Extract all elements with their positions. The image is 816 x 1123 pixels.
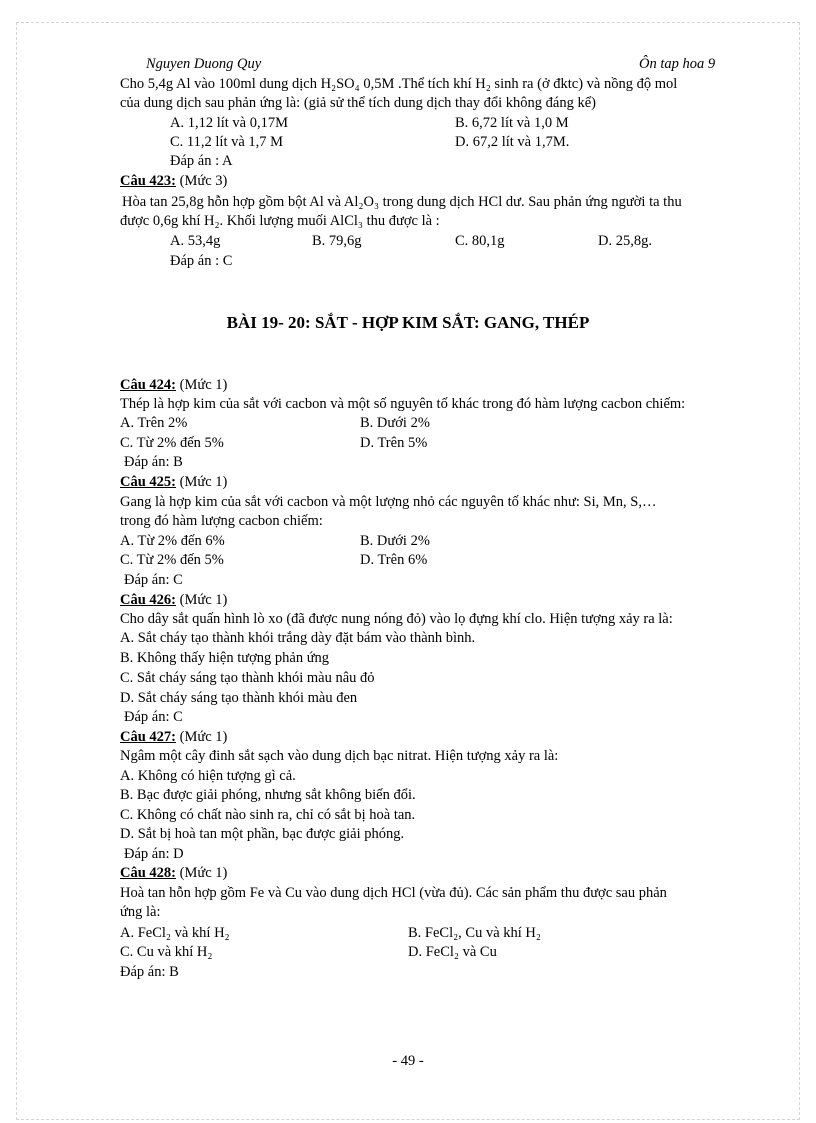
question-level: (Mức 1) (179, 865, 228, 881)
q424-answer: Đáp án: B (124, 454, 183, 470)
q428-answer: Đáp án: B (120, 964, 179, 980)
question-level: (Mức 1) (179, 377, 228, 393)
q425-heading (120, 473, 227, 491)
q427-option-b: B. Bạc được giải phóng, nhưng sắt không biến đổi. (120, 787, 416, 803)
q423-heading (120, 172, 227, 190)
q424-text-1: Thép là hợp kim của sắt với cacbon và một số nguyên tố khác trong đó hàm lượng cacbon chiếm: (120, 396, 686, 412)
q426-option-d: D. Sắt cháy sáng tạo thành khói màu đen (120, 690, 358, 706)
question-label: Câu 427: (120, 729, 176, 745)
q427-answer: Đáp án: D (124, 846, 184, 862)
q427-text-1: Ngâm một cây đinh sắt sạch vào dung dịch bạc nitrat. Hiện tượng xảy ra là: (120, 748, 559, 764)
q428-heading (120, 864, 227, 882)
q422-option-c: C. 11,2 lít và 1,7 M (170, 134, 284, 150)
q422-text-2: của dung dịch sau phản ứng là: (giả sử thể tích dung dịch thay đổi không đáng kể) (120, 95, 596, 111)
question-level: (Mức 1) (179, 729, 228, 745)
q428-option-a: A. FeCl₂ và khí H₂ (120, 925, 230, 941)
q427-option-d: D. Sắt bị hoà tan một phần, bạc được giải phóng. (120, 826, 405, 842)
question-label: Câu 425: (120, 474, 176, 490)
q428-option-c: C. Cu và khí H₂ (120, 944, 213, 960)
q424-option-c: C. Từ 2% đến 5% (120, 435, 224, 451)
q426-text-1: Cho dây sắt quấn hình lò xo (đã được nung nóng đỏ) vào lọ đựng khí clo. Hiện tượng xảy ra là: (120, 611, 673, 627)
q428-text-2: ứng là: (120, 904, 161, 920)
q423-option-a: A. 53,4g (170, 233, 221, 249)
q426-heading (120, 591, 227, 609)
q428-text-1: Hoà tan hỗn hợp gồm Fe và Cu vào dung dịch HCl (vừa đủ). Các sản phẩm thu được sau phản (120, 885, 667, 901)
q422-option-d: D. 67,2 lít và 1,7M. (455, 134, 570, 150)
q425-text-2: trong đó hàm lượng cacbon chiếm: (120, 513, 323, 529)
q422-option-b: B. 6,72 lít và 1,0 M (455, 115, 569, 131)
q425-text-1: Gang là hợp kim của sắt với cacbon và một lượng nhỏ các nguyên tố khác như: Si, Mn, S,… (120, 494, 657, 510)
q426-option-a: A. Sắt cháy tạo thành khói trắng dày đặt bám vào thành bình. (120, 630, 476, 646)
q425-option-b: B. Dưới 2% (360, 533, 430, 549)
q426-option-b: B. Không thấy hiện tượng phản ứng (120, 650, 330, 666)
q424-option-d: D. Trên 5% (360, 435, 428, 451)
q427-option-c: C. Không có chất nào sinh ra, chỉ có sắt bị hoà tan. (120, 807, 416, 823)
q425-option-d: D. Trên 6% (360, 552, 428, 568)
q424-option-b: B. Dưới 2% (360, 415, 430, 431)
q426-option-c: C. Sắt cháy sáng tạo thành khói màu nâu đỏ (120, 670, 375, 686)
question-label: Câu 423: (120, 173, 176, 189)
question-level: (Mức 3) (179, 173, 228, 189)
question-level: (Mức 1) (179, 592, 228, 608)
q422-answer: Đáp án : A (170, 153, 233, 169)
question-label: Câu 426: (120, 592, 176, 608)
q427-heading (120, 728, 227, 746)
q428-option-d: D. FeCl₂ và Cu (408, 944, 497, 960)
q422-text-1: Cho 5,4g Al vào 100ml dung dịch H₂SO₄ 0,5M .Thể tích khí H₂ sinh ra (ở đktc) và nồng độ mol (120, 76, 678, 92)
q423-option-c: C. 80,1g (455, 233, 505, 249)
q428-option-b: B. FeCl₂, Cu và khí H₂ (408, 925, 541, 941)
q425-option-c: C. Từ 2% đến 5% (120, 552, 224, 568)
q423-option-b: B. 79,6g (312, 233, 362, 249)
q422-option-a: A. 1,12 lít và 0,17M (170, 115, 289, 131)
q423-text-1: Hòa tan 25,8g hỗn hợp gồm bột Al và Al₂O₃ trong dung dịch HCl dư. Sau phản ứng người ta thu (122, 194, 682, 210)
question-level: (Mức 1) (179, 474, 228, 490)
q424-option-a: A. Trên 2% (120, 415, 188, 431)
q426-answer: Đáp án: C (124, 709, 183, 725)
q423-answer: Đáp án : C (170, 253, 233, 269)
q423-text-2: được 0,6g khí H₂. Khối lượng muối AlCl₃ thu được là : (120, 213, 440, 229)
question-label: Câu 428: (120, 865, 176, 881)
header-author: Nguyen Duong Quy (146, 56, 262, 72)
q427-option-a: A. Không có hiện tượng gì cả. (120, 768, 296, 784)
page-number: - 49 - (392, 1053, 424, 1069)
q424-heading (120, 376, 227, 394)
q425-option-a: A. Từ 2% đến 6% (120, 533, 225, 549)
question-label: Câu 424: (120, 377, 176, 393)
header-subject: Ôn tap hoa 9 (639, 56, 716, 72)
section-title: BÀI 19- 20: SẮT - HỢP KIM SẮT: GANG, THÉP (226, 313, 590, 332)
q423-option-d: D. 25,8g. (598, 233, 652, 249)
q425-answer: Đáp án: C (124, 572, 183, 588)
